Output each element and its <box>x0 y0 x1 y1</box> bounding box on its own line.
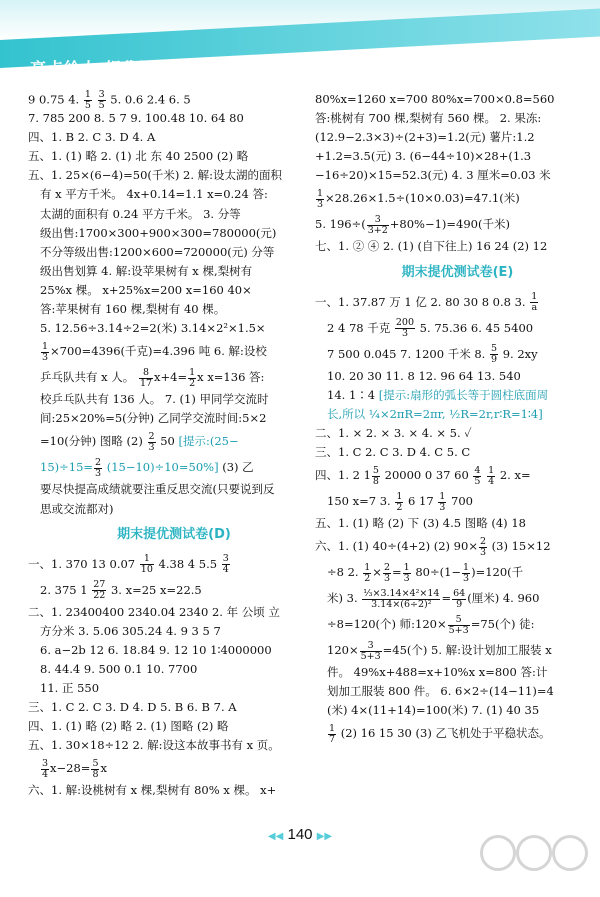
answer-line <box>315 637 600 663</box>
fraction <box>473 466 481 487</box>
answer-line <box>28 717 320 736</box>
fraction <box>479 537 487 558</box>
fraction <box>41 759 49 780</box>
fraction-numerator: 5 <box>372 464 379 476</box>
answer-line <box>315 147 600 166</box>
fraction-denominator: 2 <box>396 501 403 513</box>
answer-text: 150 x=7 3. <box>327 494 395 509</box>
fraction-denominator: 3.14×(6÷2)² <box>371 598 432 610</box>
answer-line <box>315 514 600 533</box>
fraction-denominator: a <box>531 302 538 314</box>
fraction <box>140 554 154 575</box>
fraction <box>452 589 466 610</box>
answer-line <box>28 364 320 390</box>
answer-line <box>315 237 600 256</box>
fraction-denominator: 5 <box>474 475 481 487</box>
page-number: 140 <box>287 826 313 843</box>
fraction <box>448 615 470 636</box>
answer-line <box>28 262 320 281</box>
answer-line <box>28 166 320 185</box>
fraction-denominator: 3 <box>463 572 470 584</box>
answer-text: 一、1. 37.87 万 1 亿 2. 80 30 8 0.8 3. <box>315 294 530 309</box>
fraction-denominator: 3 <box>439 501 446 513</box>
hint-text: [提示:(25− <box>178 434 239 449</box>
answer-line <box>28 755 320 781</box>
fraction-numerator: 1 <box>488 464 495 476</box>
answer-text: 校乒乓队共有 136 人。 7. (1) 甲同学交流时 <box>40 392 269 407</box>
answer-text: 四、1. (1) 略 (2) 略 2. (1) 图略 (2) 略 <box>28 719 229 734</box>
answer-line <box>28 781 320 800</box>
answer-text: 7. 785 200 8. 5 7 9. 100.48 10. 64 80 <box>28 111 244 126</box>
answer-text: 5. 12.56÷3.14÷2=2(米) 3.14×2²×1.5× <box>40 321 266 336</box>
answer-text: 五、1. 25×(6−4)=50(千米) 2. 解:设太湖的面积 <box>28 168 283 183</box>
book-title: 亮点给力·提优课时作业本 <box>30 59 225 78</box>
answer-line <box>28 319 320 338</box>
fraction <box>94 458 102 479</box>
answer-text: (12.9−2.3×3)÷(2+3)=1.2(元) 薯片:1.2 <box>315 130 535 145</box>
answer-text: × <box>372 565 382 580</box>
fraction <box>362 589 440 610</box>
answer-text: 间:25×20%=5(分钟) 乙同学交流时间:5×2 <box>40 411 267 426</box>
answer-line <box>315 462 600 488</box>
answer-text: 2. x= <box>496 468 531 483</box>
answer-line <box>315 386 600 405</box>
fraction <box>363 563 371 584</box>
fraction-denominator: 3 <box>403 572 410 584</box>
answer-line <box>28 90 320 109</box>
answer-text: 2 4 78 千克 <box>327 320 394 335</box>
left-column <box>28 90 320 800</box>
answer-text: 级出售划算 4. 解:设苹果树有 x 棵,梨树有 <box>40 263 253 278</box>
answer-line <box>28 428 320 454</box>
answer-line <box>315 488 600 514</box>
answer-text: 答:桃树有 700 棵,梨树有 560 棵。 2. 果冻: <box>315 111 542 126</box>
fraction-denominator: 4 <box>222 564 229 576</box>
answer-line <box>315 443 600 462</box>
answer-text: 二、1. × 2. × 3. × 4. × 5. ✓ <box>315 425 472 440</box>
next-arrows-icon: ▶▶ <box>316 831 333 842</box>
fraction-denominator: 4 <box>42 768 49 780</box>
watermark-logo <box>472 833 592 893</box>
fraction-numerator: 5 <box>92 757 99 769</box>
answer-text: 件。 49%x+488=x+10%x x=800 答:计 <box>327 665 548 680</box>
answer-text: 7 500 0.045 7. 1200 千米 8. <box>327 346 489 361</box>
answer-line <box>28 551 320 577</box>
answer-text: x−28= <box>50 761 91 776</box>
fraction <box>438 492 446 513</box>
answer-text: 五、1. (1) 略 (2) 下 (3) 4.5 图略 (4) 18 <box>315 516 526 531</box>
answer-text: +80%−1)=490(千米) <box>389 217 510 232</box>
answer-line <box>315 90 600 109</box>
fraction-numerator: 1 <box>439 490 446 502</box>
fraction-numerator: 8 <box>139 368 153 379</box>
fraction-denominator: 2 <box>189 377 196 389</box>
fraction-denominator: 7 <box>329 733 336 745</box>
answer-text: (3) 15×12 <box>488 539 551 554</box>
fraction-denominator: 3 <box>95 467 102 479</box>
fraction-numerator: 3 <box>42 757 49 769</box>
fraction-numerator: 2 <box>148 430 155 442</box>
fraction-numerator: 1 <box>84 89 91 100</box>
answer-text: x <box>100 761 107 776</box>
fraction <box>490 344 498 365</box>
fraction-numerator: 2 <box>383 561 390 573</box>
answer-text: 2. 375 1 <box>40 582 92 597</box>
answer-line <box>28 577 320 603</box>
answer-line <box>315 682 600 701</box>
answer-text: 80÷(1− <box>411 565 462 580</box>
answer-line <box>315 585 600 611</box>
fraction-denominator: 9 <box>491 354 498 366</box>
fraction-numerator: 2 <box>479 535 487 547</box>
fraction <box>372 466 380 487</box>
hint-text: [提示:扇形的弧长等于圆柱底面周 <box>378 387 549 402</box>
fraction-numerator: 3 <box>360 641 382 652</box>
page-number-bar <box>260 826 340 843</box>
answer-line <box>28 338 320 364</box>
answer-text: 11. 正 550 <box>40 680 100 695</box>
fraction-denominator: 5+3 <box>360 650 381 662</box>
answer-line <box>28 185 320 204</box>
answer-text: 答:苹果树有 160 棵,梨树有 40 棵。 <box>40 302 226 317</box>
answer-text: ÷8=120(个) 师:120× <box>327 617 447 632</box>
fraction-numerator: 1 <box>396 490 403 502</box>
answer-line <box>28 660 320 679</box>
fraction-numerator: 5 <box>448 615 470 626</box>
answer-line <box>28 409 320 428</box>
answer-line <box>315 611 600 637</box>
answer-text: (2) 16 15 30 (3) 乙飞机处于平稳状态。 <box>337 726 551 741</box>
answer-text: 4.38 4 5.5 <box>154 556 221 571</box>
answer-text: 3. x=25 x=22.5 <box>107 582 202 597</box>
fraction-numerator: 4 <box>474 464 481 476</box>
answer-text: =75(个) 徒: <box>470 617 535 632</box>
answer-text: 120× <box>327 643 359 658</box>
answer-line <box>28 300 320 319</box>
fraction-numerator: ⅓×3.14×4²×14 <box>363 587 440 599</box>
answer-text: = <box>391 565 402 580</box>
fraction-numerator: 5 <box>491 343 498 355</box>
answer-line <box>315 720 600 746</box>
answer-text: −16÷20)×15=52.3(元) 4. 3 厘米=0.03 米 <box>315 168 551 183</box>
fraction <box>92 580 106 601</box>
answer-text: 14. 1∶4 <box>327 387 379 402</box>
fraction-numerator: 1 <box>140 554 154 565</box>
fraction-numerator: 1 <box>531 291 538 303</box>
answer-text: =10(分钟) 图略 (2) <box>40 434 147 449</box>
fraction-denominator: 3 <box>42 351 49 363</box>
answer-line <box>28 698 320 717</box>
fraction <box>188 368 196 389</box>
answer-line <box>28 147 320 166</box>
fraction-numerator: 3 <box>367 215 389 226</box>
section-title: 期末提优测试卷(D) <box>117 526 231 542</box>
fraction-denominator: 3+2 <box>367 224 388 236</box>
answer-text: 25%x 棵。 x+25%x=200 x=160 40× <box>40 282 252 297</box>
fraction-denominator: 3 <box>317 198 324 210</box>
answer-line <box>28 243 320 262</box>
answer-line <box>315 128 600 147</box>
hint-text: 长,所以 ¼×2πR=2πr, ½R=2r,r∶R=1∶4] <box>327 406 543 421</box>
answer-line <box>315 185 600 211</box>
fraction-denominator: 5+3 <box>448 624 469 636</box>
answer-line <box>315 315 600 341</box>
answer-text: (米) 4×(11+14)=100(米) 7. (1) 40 35 <box>327 703 540 718</box>
fraction-numerator: 1 <box>317 187 324 199</box>
answer-text: 80%x=1260 x=700 80%x=700×0.8=560 <box>315 92 555 106</box>
answer-text: 20000 0 37 60 <box>380 468 473 483</box>
fraction <box>367 215 389 236</box>
fraction-numerator: 3 <box>98 89 105 100</box>
fraction-numerator: 1 <box>364 561 371 573</box>
fraction <box>395 318 415 339</box>
answer-text: 9. 2xy <box>499 346 538 361</box>
fraction-denominator: 5 <box>84 100 91 111</box>
answer-line <box>315 405 600 424</box>
answer-line <box>315 341 600 367</box>
fraction-denominator: 10 <box>140 564 153 576</box>
fraction <box>530 292 538 313</box>
fraction-numerator: 64 <box>453 587 466 599</box>
answer-text: ×28.26×1.5÷(10×0.03)=47.1(米) <box>325 191 520 206</box>
fraction-denominator: 5 <box>98 100 105 111</box>
answer-text: 5. 75.36 6. 45 5400 <box>416 320 534 335</box>
answer-text: 5. 196÷( <box>315 217 366 232</box>
answer-text: 5. 0.6 2.4 6. 5 <box>106 92 191 107</box>
fraction <box>487 466 495 487</box>
fraction <box>84 90 92 111</box>
fraction-denominator: 3 <box>479 546 487 558</box>
answer-line <box>28 500 320 519</box>
fraction-numerator: 1 <box>42 340 49 352</box>
answer-line <box>28 641 320 660</box>
answer-text: 七、1. ② ④ 2. (1) (自下往上) 16 24 (2) 12 <box>315 239 548 254</box>
answer-text: 五、1. (1) 略 2. (1) 北 东 40 2500 (2) 略 <box>28 149 249 164</box>
answer-line <box>315 211 600 237</box>
answer-text: 10. 20 30 11. 8 12. 96 64 13. 540 <box>327 368 521 383</box>
fraction-numerator: 1 <box>403 561 410 573</box>
answer-text: =45(个) 5. 解:设计划加工服装 x <box>382 643 552 658</box>
fraction <box>403 563 411 584</box>
answer-text: 五、1. 30×18÷12 2. 解:设这本故事书有 x 页。 <box>28 738 280 753</box>
fraction-numerator: 200 <box>395 317 415 329</box>
answer-line <box>315 663 600 682</box>
answer-line <box>315 289 600 315</box>
answer-text: ×700=4396(千克)=4.396 吨 6. 解:设校 <box>50 344 267 359</box>
fraction-numerator: 3 <box>222 553 229 565</box>
answer-text: 一、1. 370 13 0.07 <box>28 556 139 571</box>
answer-line <box>28 480 320 499</box>
fraction <box>222 554 230 575</box>
answer-text: 方分米 3. 5.06 305.24 4. 9 3 5 7 <box>40 623 221 638</box>
fraction-denominator: 8 <box>92 768 99 780</box>
answer-text: 四、1. B 2. C 3. D 4. A <box>28 130 156 145</box>
fraction <box>91 759 99 780</box>
fraction-numerator: 2 <box>95 456 102 468</box>
answer-line <box>28 128 320 147</box>
answer-text: 6. a−2b 12 6. 18.84 9. 12 10 1∶4000000 <box>40 642 272 657</box>
hint-text: (15−10)÷10=50%] <box>103 460 219 475</box>
answer-text: 六、1. (1) 40÷(4+2) (2) 90× <box>315 539 478 554</box>
answer-text: )=120(千 <box>471 565 524 580</box>
answer-text: 700 <box>447 494 473 509</box>
answer-line <box>315 533 600 559</box>
answer-line <box>28 205 320 224</box>
answer-text: 六、1. 解:设桃树有 x 棵,梨树有 80% x 棵。 x+ <box>28 783 277 798</box>
fraction <box>98 90 106 111</box>
fraction-denominator: 8 <box>372 475 379 487</box>
answer-line <box>28 390 320 409</box>
answer-text: 6 17 <box>404 494 438 509</box>
answer-line <box>315 559 600 585</box>
answer-line <box>28 679 320 698</box>
answer-text: = <box>441 591 452 606</box>
answer-text: x x=136 答: <box>197 370 265 385</box>
fraction-denominator: 17 <box>139 377 153 389</box>
answer-text: 米) 3. <box>327 591 362 606</box>
answer-line <box>315 367 600 386</box>
fraction-denominator: 22 <box>93 590 106 602</box>
answer-line <box>28 109 320 128</box>
answer-text: 要尽快提高成绩就要注重反思交流(只要说到反 <box>40 482 275 497</box>
right-column <box>315 90 600 746</box>
fraction <box>395 492 403 513</box>
fraction <box>462 563 470 584</box>
answer-text: 有 x 平方千米。 4x+0.14=1.1 x=0.24 答: <box>40 187 268 202</box>
answer-text: 乒乓队共有 x 人。 <box>40 370 138 385</box>
fraction <box>360 641 382 662</box>
prev-arrows-icon: ◀◀ <box>267 831 284 842</box>
answer-text <box>93 93 97 107</box>
fraction <box>139 368 153 389</box>
answer-text: 8. 44.4 9. 500 0.1 10. 7700 <box>40 661 198 676</box>
fraction-numerator: 27 <box>93 579 106 591</box>
answer-line <box>28 622 320 641</box>
answer-text: x+4= <box>154 370 188 385</box>
fraction-numerator: 1 <box>463 561 470 573</box>
section-title: 期末提优测试卷(E) <box>401 264 514 280</box>
fraction <box>328 724 336 745</box>
answer-line <box>28 736 320 755</box>
answer-text: 三、1. C 2. C 3. D 4. C 5. C <box>315 444 471 459</box>
answer-text: +1.2=3.5(元) 3. (6−44÷10)×28+(1.3 <box>315 149 532 164</box>
header-banner <box>0 0 600 90</box>
fraction <box>316 189 324 210</box>
answer-line <box>28 281 320 300</box>
fraction-denominator: 2 <box>364 572 371 584</box>
answer-line <box>315 109 600 128</box>
answer-text: 50 <box>156 434 179 449</box>
answer-text: 9 0.75 4. <box>28 92 83 107</box>
answer-line <box>315 701 600 720</box>
answer-line <box>28 603 320 622</box>
fraction-denominator: 9 <box>456 598 463 610</box>
fraction-numerator: 1 <box>189 366 196 378</box>
answer-text: 划加工服装 800 件。 6. 6×2÷(14−11)=4 <box>327 684 554 699</box>
fraction-denominator: 3 <box>383 572 390 584</box>
answer-text: 太湖的面积有 0.24 平方千米。 3. 分等 <box>40 206 241 221</box>
answer-text: 四、1. 2 1 <box>315 468 371 483</box>
answer-text: 三、1. C 2. C 3. D 4. D 5. B 6. B 7. A <box>28 700 237 715</box>
answer-line <box>28 224 320 243</box>
hint-text: 15)÷15= <box>40 460 94 475</box>
answer-text: (厘米) 4. 960 <box>467 591 540 606</box>
fraction-denominator: 4 <box>488 475 495 487</box>
answer-text: (3) 乙 <box>218 460 254 475</box>
answer-text <box>482 468 486 482</box>
answer-text: 二、1. 23400400 2340.04 2340 2. 年 公顷 立 <box>28 604 280 619</box>
answer-line <box>315 166 600 185</box>
fraction-denominator: 3 <box>148 441 155 453</box>
fraction-numerator: 1 <box>329 722 336 734</box>
fraction-denominator: 3 <box>401 328 408 340</box>
answer-text: 思或交流都对) <box>40 501 114 516</box>
fraction <box>41 342 49 363</box>
answer-line <box>28 454 320 480</box>
answer-text: 级出售:1700×300+900×300=780000(元) <box>40 225 277 240</box>
answer-text: ÷8 2. <box>327 565 363 580</box>
fraction <box>148 432 156 453</box>
fraction <box>383 563 391 584</box>
answer-line <box>315 424 600 443</box>
answer-text: 不分等级出售:1200×600=720000(元) 分等 <box>40 244 275 259</box>
